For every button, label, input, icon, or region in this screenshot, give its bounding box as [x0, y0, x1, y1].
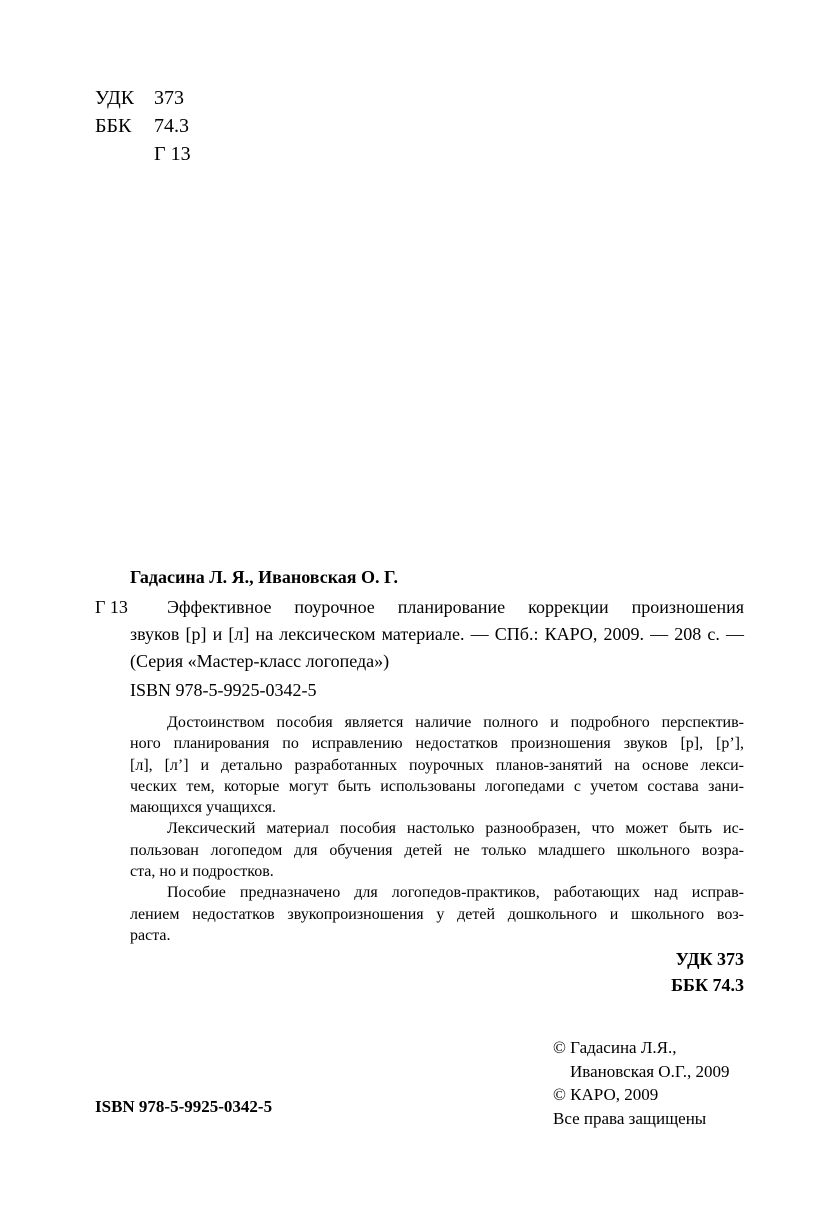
title-line: звуков [р] и [л] на лексическом материале. — СПб.: КАРО, 2009. — 208 с. —: [130, 624, 744, 644]
record-isbn: ISBN 978-5-9925-0342-5: [130, 680, 317, 700]
bbk-value: 74.3: [154, 115, 189, 137]
bbk-code-row: [95, 112, 191, 140]
title-line: (Серия «Мастер-класс логопеда»): [130, 651, 390, 671]
copyright-line: Ивановская О.Г., 2009: [570, 1061, 730, 1081]
record-author-mark: Г 13: [95, 597, 128, 617]
udk-label: УДК: [95, 87, 135, 109]
abstract-line: лением недостатков звукопроизношения у детей дошкольного и школьного воз-: [130, 905, 744, 923]
abstract-line: Пособие предназначено для логопедов-практиков, работающих над исправ-: [167, 884, 744, 902]
abstract-line: ста, но и подростков.: [130, 863, 274, 881]
top-classification-codes: [95, 84, 191, 168]
bottom-bbk: ББК 74.3: [671, 975, 744, 995]
bottom-classification-codes: [671, 946, 744, 998]
record-title: [130, 594, 744, 675]
abstract: [130, 712, 744, 946]
author-mark-value: Г 13: [154, 143, 191, 165]
record-authors: Гадасина Л. Я., Ивановская О. Г.: [130, 567, 398, 587]
title-line: Эффективное поурочное планирование коррекции произношения: [167, 597, 744, 617]
abstract-line: ного планирования по исправлению недостатков произношения звуков [р], [р’],: [130, 735, 744, 753]
udk-code-row: [95, 84, 191, 112]
udk-value: 373: [154, 87, 184, 109]
rights-reserved: Все права защищены: [553, 1108, 707, 1128]
author-mark-row: [95, 140, 191, 168]
bbk-label: ББК: [95, 115, 132, 137]
copyright-line: © КАРО, 2009: [553, 1085, 659, 1104]
author-mark-label: [95, 140, 154, 168]
copyright-line: © Гадасина Л.Я.,: [553, 1038, 677, 1057]
abstract-line: Достоинством пособия является наличие полного и подробного перспектив-: [167, 714, 744, 731]
abstract-line: мающихся учащихся.: [130, 799, 276, 817]
abstract-line: раста.: [130, 926, 171, 944]
abstract-line: [л], [л’] и детально разработанных поурочных планов-занятий на основе лекси-: [130, 756, 744, 774]
isbn-bottom: ISBN 978-5-9925-0342-5: [95, 1097, 273, 1116]
abstract-line: Лексический материал пособия настолько разнообразен, что может быть ис-: [167, 820, 744, 838]
bottom-udk: УДК 373: [675, 949, 744, 969]
abstract-line: пользован логопедом для обучения детей не только младшего школьного возра-: [130, 841, 744, 859]
copyright-block: [553, 1036, 730, 1130]
abstract-line: ческих тем, которые могут быть использованы логопедами с учетом состава зани-: [130, 777, 744, 795]
